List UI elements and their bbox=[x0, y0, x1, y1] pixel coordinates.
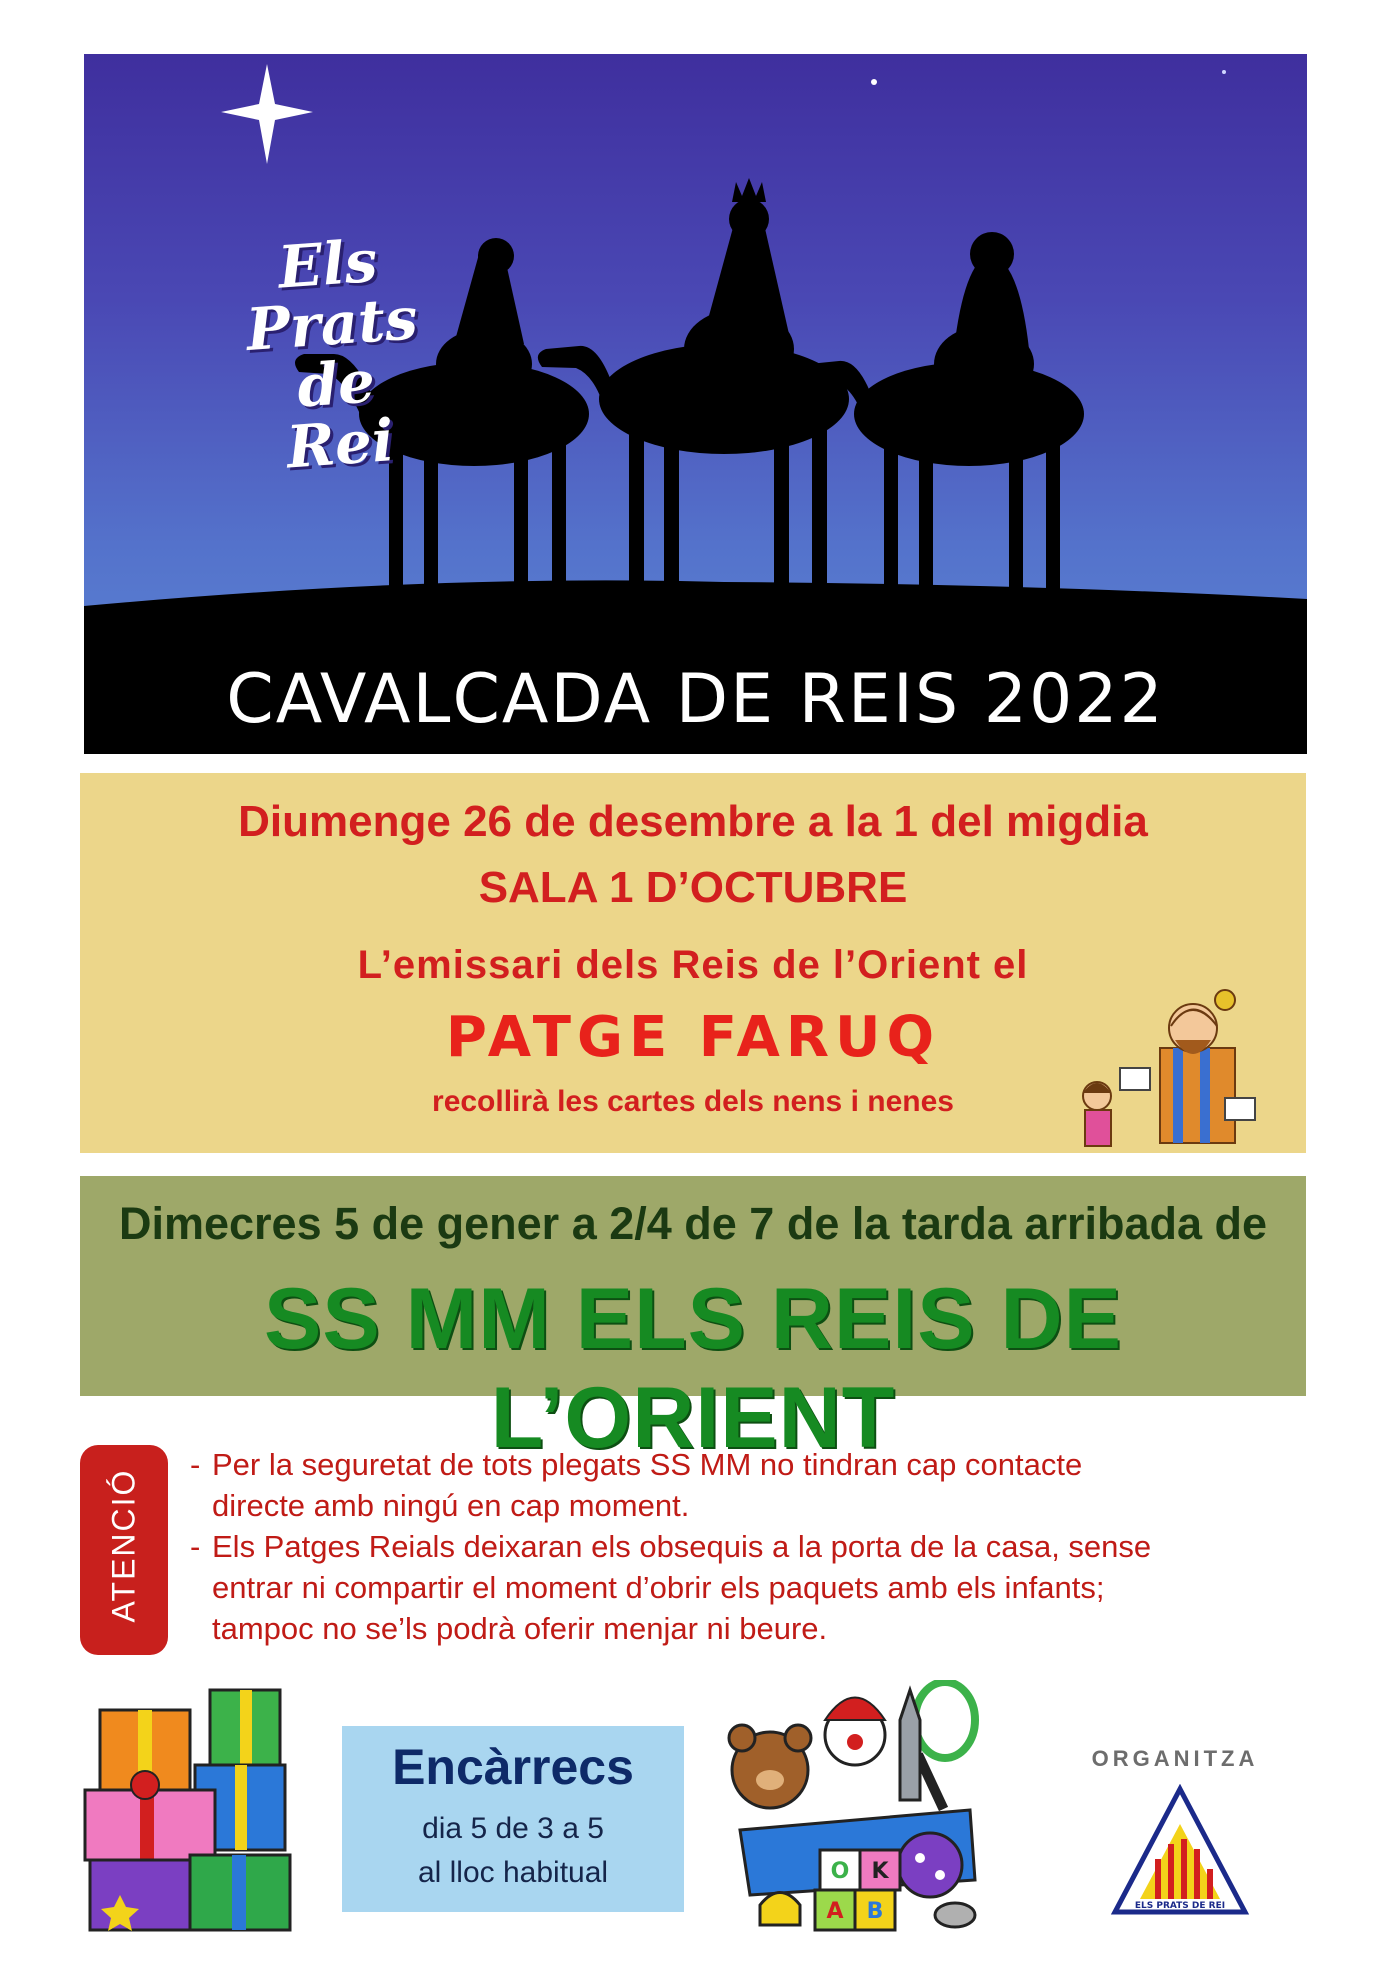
town-name: Els Prats de Rei bbox=[244, 226, 420, 482]
orders-place: al lloc habitual bbox=[417, 1856, 609, 1889]
orders-time: dia 5 de 3 a 5 bbox=[422, 1812, 604, 1845]
toys-icon bbox=[720, 1680, 990, 1940]
page-with-child-illustration bbox=[1075, 988, 1275, 1148]
orders-box bbox=[342, 1726, 684, 1912]
attention-item: - Per la seguretat de tots plegats SS MM no tindran cap contacte directe amb ningú en cap moment. bbox=[190, 1447, 1083, 1523]
title-band bbox=[84, 644, 1307, 754]
attention-badge bbox=[80, 1445, 168, 1655]
toy-block-letter: B bbox=[866, 1899, 884, 1924]
event-collection-box bbox=[80, 773, 1306, 1153]
toy-block-letter: K bbox=[871, 1859, 889, 1884]
event1-description: recollirà les cartes dels nens i nenes bbox=[432, 1085, 954, 1118]
attention-label: ATENCIÓ bbox=[105, 1468, 142, 1623]
event2-headline: SS MM ELS REIS DE L’ORIENT bbox=[263, 1271, 1123, 1466]
attention-item: - Els Patges Reials deixaran els obsequis a la porta de la casa, sense entrar ni compartir el moment d’obrir els paquets amb els infants; tampoc no se’ls podrà oferir menjar ni beure. bbox=[190, 1529, 1152, 1646]
event-arrival-box bbox=[80, 1176, 1306, 1466]
toy-block-letter: A bbox=[826, 1899, 844, 1924]
orders-title: Encàrrecs bbox=[392, 1739, 634, 1795]
event1-venue: SALA 1 D’OCTUBRE bbox=[478, 863, 908, 912]
page-title: CAVALCADA DE REIS 2022 bbox=[226, 660, 1165, 739]
event1-intro: L’emissari dels Reis de l’Orient el bbox=[357, 943, 1029, 987]
camel-3 bbox=[802, 232, 1084, 599]
logo-bottom-text: ELS PRATS DE REI bbox=[1134, 1901, 1226, 1911]
organizer-logo-icon bbox=[1110, 1784, 1250, 1924]
camel-2 bbox=[538, 178, 849, 594]
event1-page-name: PATGE FARUQ bbox=[445, 1005, 941, 1070]
toy-block-letter: O bbox=[830, 1859, 850, 1884]
event2-date: Dimecres 5 de gener a 2/4 de 7 de la tarda arribada de bbox=[118, 1198, 1268, 1249]
organizer-label: ORGANITZA bbox=[1091, 1746, 1259, 1771]
hero-banner bbox=[84, 54, 1307, 754]
star-icon bbox=[221, 64, 313, 164]
gift-boxes-icon bbox=[80, 1680, 300, 1940]
event1-date: Diumenge 26 de desembre a la 1 del migdia bbox=[238, 797, 1148, 846]
